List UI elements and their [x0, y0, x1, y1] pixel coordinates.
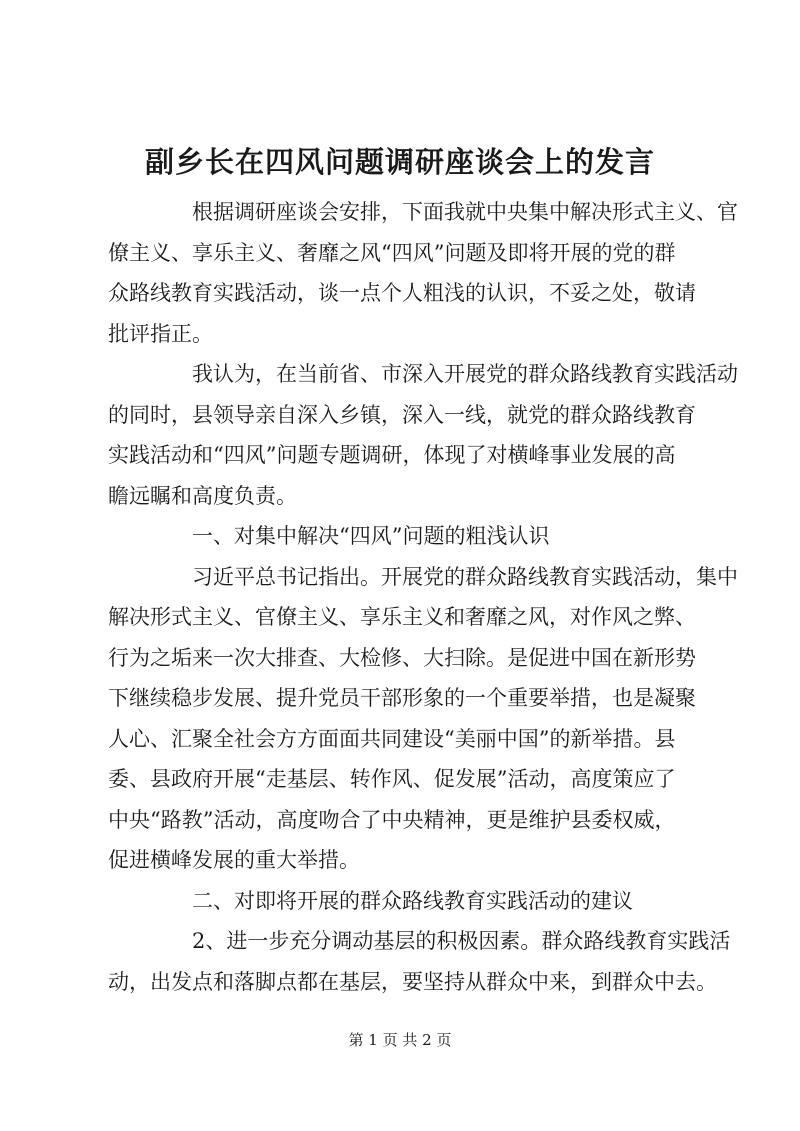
- body-paragraph: [108, 557, 738, 881]
- paragraph-line: 二、对即将开展的群众路线教育实践活动的建议: [192, 888, 633, 913]
- body-paragraph: [108, 354, 738, 516]
- paragraph-line: 行为之垢来一次大排查、大检修、大扫除。是促进中国在新形势: [108, 645, 696, 670]
- paragraph-line: 委、县政府开展“走基层、转作风、促发展”活动，高度策应了: [108, 767, 676, 791]
- paragraph-line: 促进横峰发展的重大举措。: [108, 848, 360, 872]
- paragraph-line: 解决形式主义、官僚主义、享乐主义和奢靡之风，对作风之弊、: [108, 605, 696, 629]
- paragraph-line: 习近平总书记指出。开展党的群众路线教育实践活动，集中: [192, 564, 738, 589]
- paragraph-line: 2、进一步充分调动基层的积极因素。群众路线教育实践活: [192, 929, 731, 953]
- document-body: [108, 192, 738, 1002]
- paragraph-line: 中央“路教”活动，高度吻合了中央精神，更是维护县委权威，: [108, 807, 676, 832]
- body-paragraph: [108, 881, 716, 922]
- paragraph-line: 人心、汇聚全社会方方面面共同建设“美丽中国”的新举措。县: [108, 726, 676, 751]
- body-paragraph: [108, 516, 716, 557]
- paragraph-line: 实践活动和“四风”问题专题调研，体现了对横峰事业发展的高: [108, 443, 676, 467]
- document-title: 副乡长在四风问题调研座谈会上的发言: [144, 145, 655, 179]
- body-paragraph: [108, 192, 738, 354]
- paragraph-line: 的同时，县领导亲自深入乡镇，深入一线，就党的群众路线教育: [108, 402, 696, 427]
- paragraph-line: 根据调研座谈会安排，下面我就中央集中解决形式主义、官: [192, 200, 738, 224]
- paragraph-line: 僚主义、享乐主义、奢靡之风“四风”问题及即将开展的党的群: [108, 240, 676, 265]
- paragraph-line: 一、对集中解决“四风”问题的粗浅认识: [192, 524, 550, 548]
- page-footer: 第 1 页 共 2 页: [348, 1031, 452, 1049]
- paragraph-line: 瞻远瞩和高度负责。: [108, 483, 297, 508]
- body-paragraph: [108, 921, 731, 1002]
- paragraph-line: 众路线教育实践活动，谈一点个人粗浅的认识，不妥之处，敬请: [108, 281, 696, 305]
- paragraph-line: 下继续稳步发展、提升党员干部形象的一个重要举措，也是凝聚: [108, 686, 696, 710]
- paragraph-line: 我认为，在当前省、市深入开展党的群众路线教育实践活动: [192, 362, 738, 386]
- paragraph-line: 动，出发点和落脚点都在基层，要坚持从群众中来，到群众中去。: [108, 969, 717, 994]
- paragraph-line: 批评指正。: [108, 321, 213, 346]
